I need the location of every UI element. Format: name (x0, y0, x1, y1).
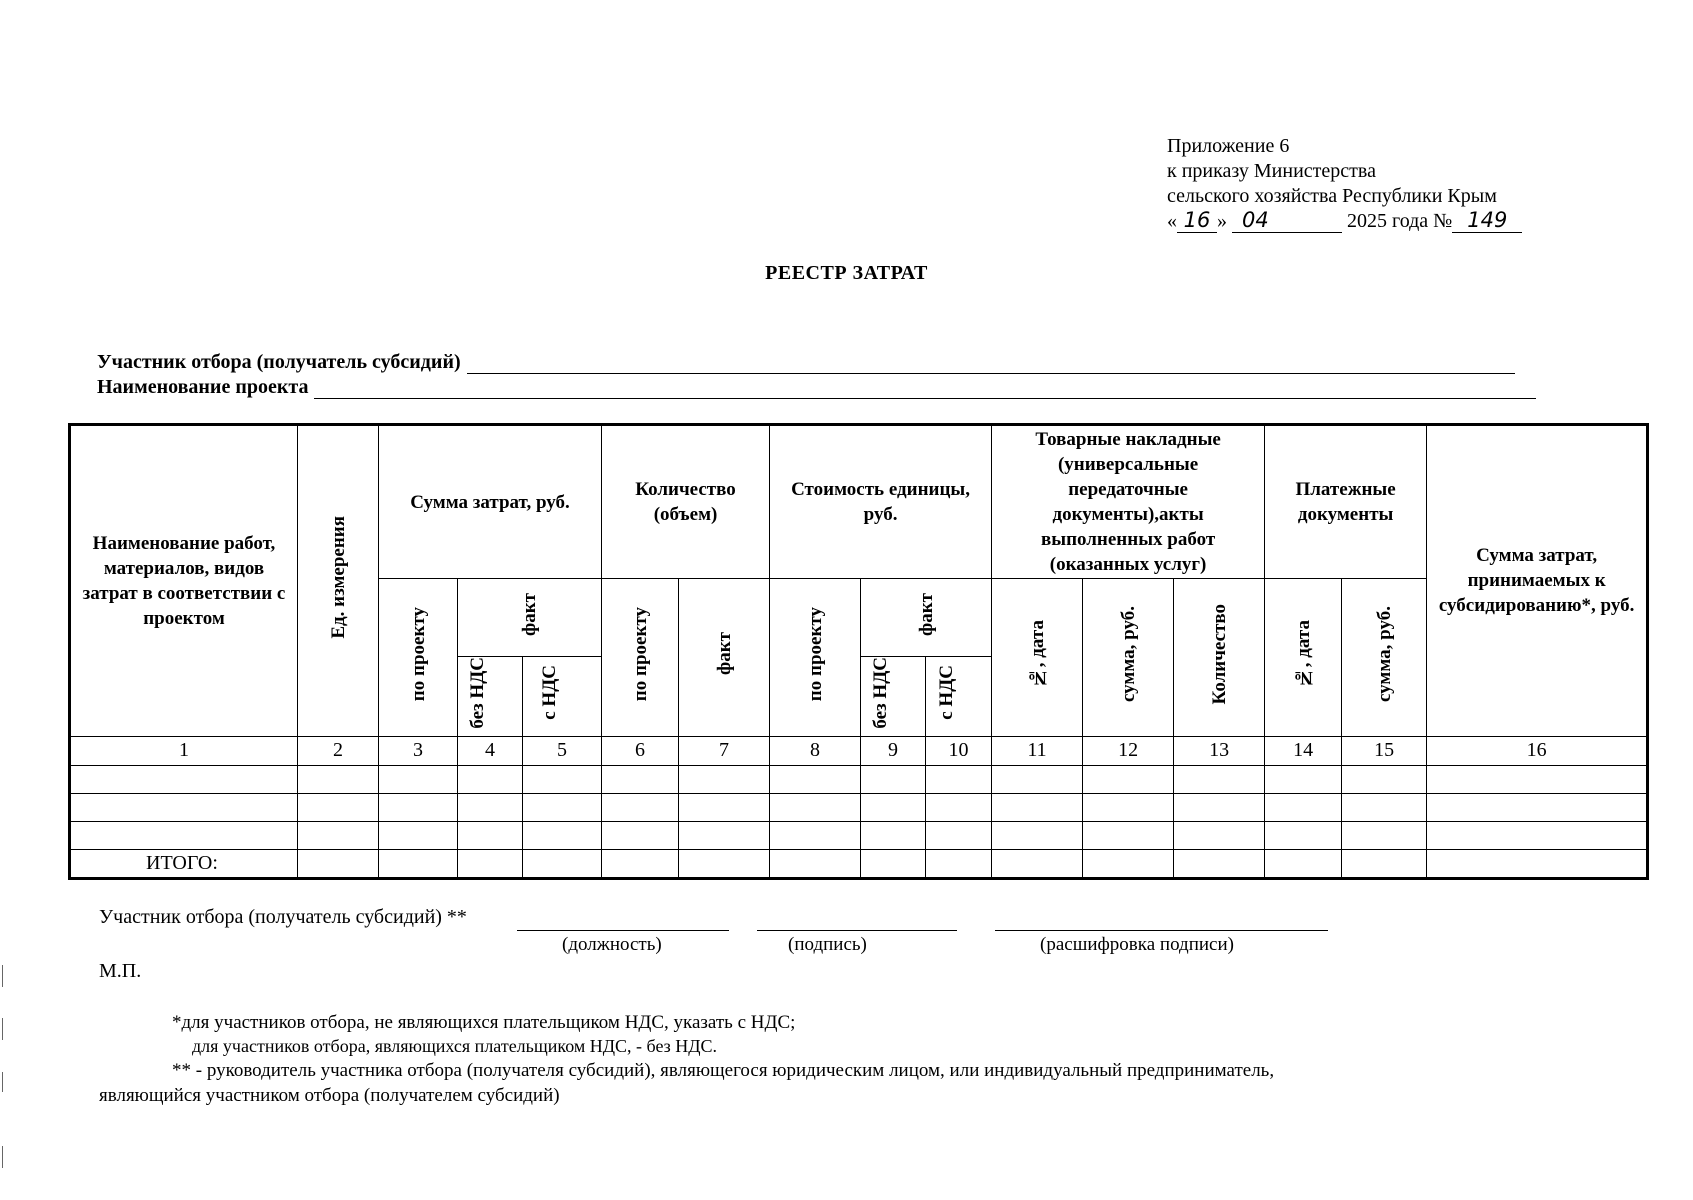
table-cell[interactable] (458, 849, 523, 878)
table-row (70, 821, 1648, 849)
table-cell[interactable] (523, 821, 602, 849)
table-cell[interactable] (770, 793, 861, 821)
appendix-block (1167, 134, 1522, 234)
table-cell[interactable] (1342, 793, 1427, 821)
table-cell[interactable] (1265, 821, 1342, 849)
header-payment-no-date: №, дата (1265, 579, 1342, 737)
table-cell[interactable] (926, 793, 992, 821)
table-cell[interactable] (1427, 793, 1648, 821)
table-cell[interactable] (926, 765, 992, 793)
header-cost-sum: Сумма затрат, руб. (379, 425, 602, 579)
table-cell[interactable] (926, 821, 992, 849)
table-cell[interactable] (1083, 821, 1174, 849)
table-cell[interactable] (70, 765, 298, 793)
table-cell[interactable] (602, 765, 679, 793)
table-cell[interactable] (1174, 849, 1265, 878)
column-number: 11 (992, 736, 1083, 765)
table-cell[interactable] (1265, 765, 1342, 793)
header-unitcost-with-vat: с НДС (926, 657, 992, 737)
column-number: 1 (70, 736, 298, 765)
column-number: 10 (926, 736, 992, 765)
column-number: 5 (523, 736, 602, 765)
table-cell[interactable] (679, 793, 770, 821)
participant-blank[interactable] (467, 355, 1515, 374)
column-number: 9 (861, 736, 926, 765)
table-row (70, 765, 1648, 793)
table-cell[interactable] (1174, 793, 1265, 821)
scan-artifact (2, 1018, 3, 1040)
table-cell[interactable] (770, 821, 861, 849)
table-cell[interactable] (861, 765, 926, 793)
header-subsidy-sum: Сумма затрат, принимаемых к субсидированию*, руб. (1427, 425, 1648, 737)
decoding-caption: (расшифровка подписи) (1040, 934, 1234, 955)
footnote-4: являющийся участником отбора (получателем субсидий) (99, 1085, 560, 1106)
signature-label: Участник отбора (получатель субсидий) ** (99, 906, 467, 928)
total-label: ИТОГО: (70, 849, 298, 878)
project-field (97, 376, 1536, 399)
participant-field (97, 351, 1515, 374)
participant-label: Участник отбора (получатель субсидий) (97, 351, 461, 373)
table-cell[interactable] (458, 793, 523, 821)
table-cell[interactable] (1083, 849, 1174, 878)
table-cell[interactable] (926, 849, 992, 878)
header-unit-cost: Стоимость единицы, руб. (770, 425, 992, 579)
header-quantity: Количество (объем) (602, 425, 770, 579)
column-number: 2 (298, 736, 379, 765)
footnote-1: *для участников отбора, не являющихся плательщиком НДС, указать с НДС; (172, 1012, 796, 1033)
column-number: 4 (458, 736, 523, 765)
project-label: Наименование проекта (97, 376, 309, 398)
decoding-line[interactable] (995, 930, 1328, 931)
column-number: 13 (1174, 736, 1265, 765)
table-cell[interactable] (523, 793, 602, 821)
table-row (70, 793, 1648, 821)
header-cost-by-project: по проекту (379, 579, 458, 737)
table-cell[interactable] (1427, 821, 1648, 849)
table-cell[interactable] (679, 821, 770, 849)
table-cell[interactable] (992, 793, 1083, 821)
header-cost-without-vat: без НДС (458, 657, 523, 737)
order-year-text: 2025 года № (1347, 210, 1453, 232)
column-number: 12 (1083, 736, 1174, 765)
column-number: 8 (770, 736, 861, 765)
column-number: 3 (379, 736, 458, 765)
column-number: 6 (602, 736, 679, 765)
open-quote: « (1167, 210, 1177, 232)
stamp-place: М.П. (99, 960, 142, 982)
order-number: 149 (1467, 208, 1508, 232)
table-cell[interactable] (70, 821, 298, 849)
table-cell[interactable] (1265, 849, 1342, 878)
footnote-3: ** - руководитель участника отбора (получателя субсидий), являющегося юридическим лицом, или индивидуальный предприниматель, (172, 1060, 1275, 1081)
header-qty-fact: факт (679, 579, 770, 737)
table-cell[interactable] (861, 793, 926, 821)
position-caption: (должность) (562, 934, 662, 955)
column-number: 16 (1427, 736, 1648, 765)
appendix-line2: к приказу Министерства (1167, 160, 1376, 182)
appendix-date-line (1167, 209, 1522, 234)
column-number: 15 (1342, 736, 1427, 765)
table-cell[interactable] (379, 793, 458, 821)
header-payments: Платежные документы (1265, 425, 1427, 579)
table-cell[interactable] (992, 765, 1083, 793)
table-cell[interactable] (379, 765, 458, 793)
table-cell[interactable] (861, 849, 926, 878)
table-cell[interactable] (298, 765, 379, 793)
table-cell[interactable] (679, 849, 770, 878)
table-cell[interactable] (1083, 765, 1174, 793)
table-cell[interactable] (523, 849, 602, 878)
header-invoice-no-date: №, дата (992, 579, 1083, 737)
column-number-row (70, 736, 1648, 765)
table-cell[interactable] (770, 849, 861, 878)
position-line[interactable] (517, 930, 729, 931)
table-cell[interactable] (992, 821, 1083, 849)
header-qty-by-project: по проекту (602, 579, 679, 737)
table-cell[interactable] (298, 793, 379, 821)
table-cell[interactable] (602, 849, 679, 878)
table-cell[interactable] (1342, 849, 1427, 878)
order-day: 16 (1183, 208, 1211, 232)
header-unitcost-without-vat: без НДС (861, 657, 926, 737)
table-cell[interactable] (70, 793, 298, 821)
appendix-line3: сельского хозяйства Республики Крым (1167, 185, 1497, 207)
column-number: 7 (679, 736, 770, 765)
header-cost-with-vat: с НДС (523, 657, 602, 737)
table-cell[interactable] (1342, 821, 1427, 849)
appendix-line1: Приложение 6 (1167, 135, 1290, 157)
table-cell[interactable] (1174, 765, 1265, 793)
project-blank[interactable] (314, 380, 1536, 399)
table-cell[interactable] (1342, 765, 1427, 793)
scan-artifact (2, 1146, 3, 1168)
scan-artifact (2, 965, 3, 987)
table-cell[interactable] (770, 765, 861, 793)
header-unit: Ед. измерения (298, 425, 379, 737)
expense-register-table (68, 423, 1649, 880)
header-unitcost-fact: факт (861, 579, 992, 657)
table-cell[interactable] (602, 793, 679, 821)
footnote-2: для участников отбора, являющихся плательщиком НДС, - без НДС. (192, 1036, 718, 1056)
table-cell[interactable] (298, 821, 379, 849)
table-cell[interactable] (602, 821, 679, 849)
header-invoices: Товарные накладные (универсальные передаточные документы),акты выполненных работ (оказанных услуг) (992, 425, 1265, 579)
close-quote: » (1217, 210, 1227, 232)
table-cell[interactable] (861, 821, 926, 849)
header-invoice-count: Количество (1174, 579, 1265, 737)
signature-line[interactable] (757, 930, 957, 931)
signature-caption: (подпись) (788, 934, 867, 955)
table-cell[interactable] (1174, 821, 1265, 849)
order-month: 04 (1242, 208, 1269, 232)
header-cost-fact: факт (458, 579, 602, 657)
document-title: РЕЕСТР ЗАТРАТ (765, 262, 928, 284)
table-cell[interactable] (679, 765, 770, 793)
header-work-name: Наименование работ, материалов, видов затрат в соответствии с проектом (70, 425, 298, 737)
header-payment-sum: сумма, руб. (1342, 579, 1427, 737)
table-cell[interactable] (1083, 793, 1174, 821)
table-cell[interactable] (1427, 765, 1648, 793)
total-row (70, 849, 1648, 878)
header-unitcost-by-project: по проекту (770, 579, 861, 737)
table-cell[interactable] (1427, 849, 1648, 878)
scan-artifact (2, 1072, 3, 1092)
table-cell[interactable] (1265, 793, 1342, 821)
table-cell[interactable] (379, 821, 458, 849)
table-cell[interactable] (298, 849, 379, 878)
column-number: 14 (1265, 736, 1342, 765)
table-cell[interactable] (992, 849, 1083, 878)
table-cell[interactable] (458, 821, 523, 849)
header-invoice-sum: сумма, руб. (1083, 579, 1174, 737)
table-cell[interactable] (523, 765, 602, 793)
table-cell[interactable] (458, 765, 523, 793)
table-cell[interactable] (379, 849, 458, 878)
